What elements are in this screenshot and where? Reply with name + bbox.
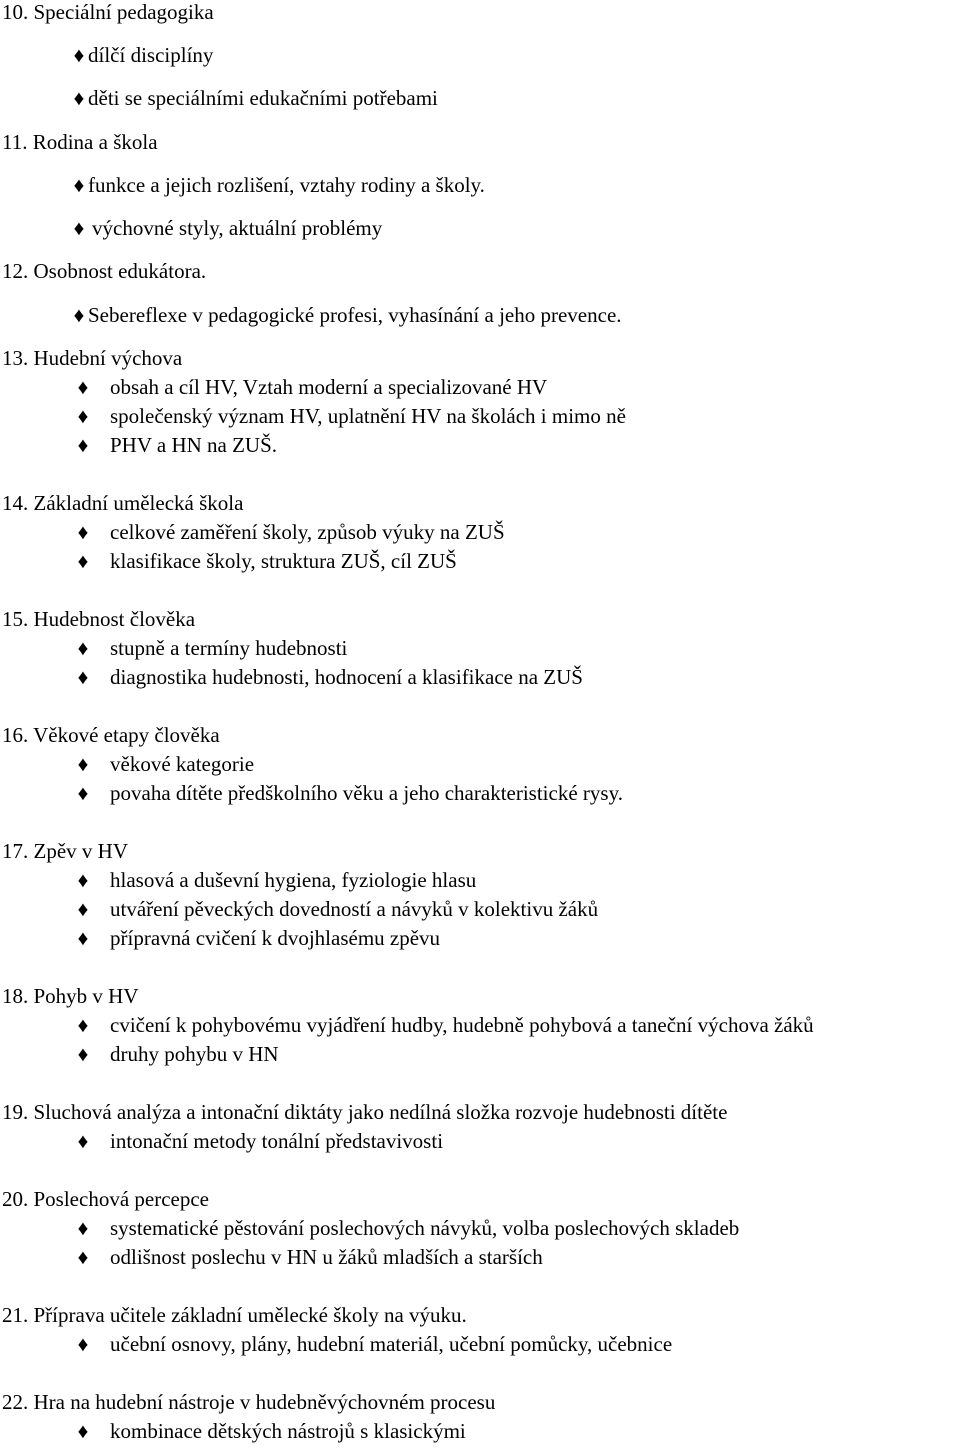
list-item-text: společenský význam HV, uplatnění HV na školách i mimo ně [110,404,626,428]
section-heading: 15. Hudebnost člověka [2,607,196,631]
list-item-text: celkové zaměření školy, způsob výuky na ZUŠ [110,520,505,544]
diamond-bullet-icon: ♦ [77,375,89,399]
diamond-bullet-icon: ♦ [77,1129,89,1153]
diamond-bullet-icon: ♦ [77,1419,89,1443]
section-heading: 18. Pohyb v HV [2,984,139,1008]
list-item-text: povaha dítěte předškolního věku a jeho charakteristické rysy. [110,781,623,805]
diamond-bullet-icon: ♦ [73,303,85,327]
list-item-text: obsah a cíl HV, Vztah moderní a specializované HV [110,375,548,399]
diamond-bullet-icon: ♦ [77,636,89,660]
diamond-bullet-icon: ♦ [77,1216,89,1240]
section-heading: 11. Rodina a škola [2,130,158,154]
list-item [72,173,485,197]
list-item-text: učební osnovy, plány, hudební materiál, učební pomůcky, učebnice [110,1332,673,1356]
section-heading: 19. Sluchová analýza a intonační diktáty jako nedílná složka rozvoje hudebnosti dítěte [2,1100,728,1124]
section-heading: 14. Základní umělecká škola [2,491,244,515]
list-item-text: výchovné styly, aktuální problémy [92,216,383,240]
list-item-text: druhy pohybu v HN [110,1042,279,1066]
diamond-bullet-icon: ♦ [77,781,89,805]
list-item [72,303,622,327]
list-item-text: odlišnost poslechu v HN u žáků mladších a starších [110,1245,543,1269]
diamond-bullet-icon: ♦ [77,1013,89,1037]
list-item-text: utváření pěveckých dovedností a návyků v kolektivu žáků [110,897,599,921]
diamond-bullet-icon: ♦ [77,897,89,921]
diamond-bullet-icon: ♦ [77,1245,89,1269]
list-item-text: věkové kategorie [110,752,255,776]
section-heading: 10. Speciální pedagogika [2,0,214,24]
list-item [72,43,213,67]
diamond-bullet-icon: ♦ [77,433,89,457]
list-item-text: systematické pěstování poslechových návyků, volba poslechových skladeb [110,1216,740,1240]
list-item-text: PHV a HN na ZUŠ. [110,433,278,457]
diamond-bullet-icon: ♦ [77,1042,89,1066]
diamond-bullet-icon: ♦ [77,926,89,950]
list-item-text: hlasová a duševní hygiena, fyziologie hlasu [110,868,477,892]
diamond-bullet-icon: ♦ [77,1332,89,1356]
list-item-text: cvičení k pohybovému vyjádření hudby, hudebně pohybová a taneční výchova žáků [110,1013,814,1037]
list-item-text: Sebereflexe v pedagogické profesi, vyhasínání a jeho prevence. [88,303,622,327]
diamond-bullet-icon: ♦ [77,404,89,428]
section-heading: 17. Zpěv v HV [2,839,128,863]
diamond-bullet-icon: ♦ [77,868,89,892]
section-heading: 13. Hudební výchova [2,346,183,370]
diamond-bullet-icon: ♦ [73,43,85,67]
list-item-text: intonační metody tonální představivosti [110,1129,444,1153]
list-item-text: klasifikace školy, struktura ZUŠ, cíl ZUŠ [110,549,457,573]
list-item-text: kombinace dětských nástrojů s klasickými [110,1419,466,1443]
diamond-bullet-icon: ♦ [77,665,89,689]
diamond-bullet-icon: ♦ [77,752,89,776]
list-item [72,86,438,110]
list-item-text: diagnostika hudebnosti, hodnocení a klasifikace na ZUŠ [110,665,583,689]
list-item-text: dílčí disciplíny [88,43,214,67]
section-heading: 12. Osobnost edukátora. [2,259,207,283]
section-heading: 21. Příprava učitele základní umělecké školy na výuku. [2,1303,467,1327]
section-heading: 20. Poslechová percepce [2,1187,209,1211]
section-heading: 16. Věkové etapy člověka [2,723,220,747]
section-heading: 22. Hra na hudební nástroje v hudebněvýchovném procesu [2,1390,496,1414]
list-item-text: přípravná cvičení k dvojhlasému zpěvu [110,926,441,950]
list-item [72,216,382,240]
list-item-text: děti se speciálními edukačními potřebami [88,86,438,110]
diamond-bullet-icon: ♦ [73,216,85,240]
diamond-bullet-icon: ♦ [77,520,89,544]
diamond-bullet-icon: ♦ [73,86,85,110]
diamond-bullet-icon: ♦ [73,173,85,197]
list-item-text: funkce a jejich rozlišení, vztahy rodiny a školy. [88,173,485,197]
list-item-text: stupně a termíny hudebnosti [110,636,348,660]
diamond-bullet-icon: ♦ [77,549,89,573]
